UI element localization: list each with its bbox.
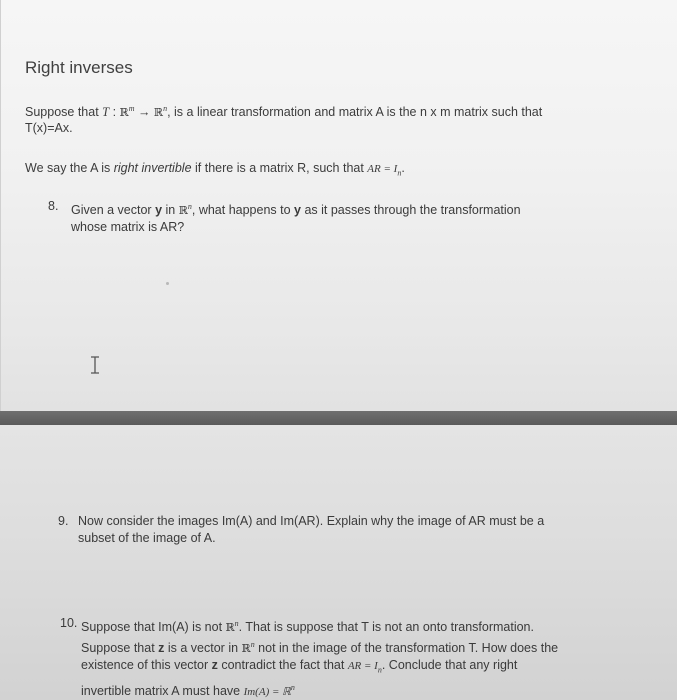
question-9-text: [78, 513, 544, 547]
math-sub-n: n: [397, 168, 402, 178]
math-R-m: ℝ: [119, 106, 129, 120]
question-8-line-2: whose matrix is AR?: [71, 220, 185, 235]
question-number: 10.: [60, 616, 78, 630]
math-AR-equals-I: AR = I: [367, 163, 398, 175]
math-R: ℝ: [178, 204, 188, 218]
definition-line: [25, 159, 405, 183]
q8-text-c: , what happens to: [191, 203, 295, 218]
question-9: [58, 513, 658, 553]
math-sup-n: n: [187, 202, 192, 211]
question-9-line-2: subset of the image of A.: [78, 531, 216, 545]
math-R: ℝ: [241, 642, 251, 656]
q10-text-f: existence of this vector: [81, 658, 212, 673]
definition-end: .: [401, 161, 405, 175]
question-8-line-1: [71, 198, 521, 219]
math-sup-m: m: [128, 104, 135, 113]
question-8: [48, 198, 648, 238]
definition-text-middle: if there is a matrix R, such that: [191, 161, 368, 175]
q10-text-i: invertible matrix A must have: [81, 683, 244, 698]
question-10-line-4: [81, 679, 558, 700]
question-10: [60, 615, 660, 698]
vector-z: z: [211, 658, 218, 673]
page-edge: [0, 0, 1, 411]
vector-y: y: [294, 203, 301, 218]
q8-text-d: as it passes through the transformation: [300, 203, 521, 218]
question-number: 9.: [58, 514, 69, 528]
question-10-line-3: [81, 657, 558, 679]
math-sub-n: n: [377, 665, 382, 675]
vector-z: z: [158, 641, 165, 656]
math-sup-n: n: [250, 640, 255, 650]
question-10-text: [81, 615, 558, 700]
math-arrow: →: [134, 105, 154, 120]
page-divider: [0, 411, 677, 425]
math-sup-n: n: [290, 682, 295, 692]
math-T: T: [102, 105, 110, 120]
question-10-line-2: [81, 636, 558, 657]
math-AR-equals-I: AR = I: [347, 660, 378, 673]
text-cursor-icon: [89, 356, 101, 374]
question-9-line-1: Now consider the images Im(A) and Im(AR). Explain why the image of AR must be a: [78, 514, 545, 528]
math-R-n: ℝ: [153, 106, 164, 120]
section-title: Right inverses: [25, 58, 133, 77]
intro-colon: :: [109, 105, 120, 120]
math-Im-A-equals-R: Im(A) = ℝ: [243, 685, 291, 698]
intro-text: Suppose that: [25, 105, 103, 120]
intro-line-1: [25, 100, 542, 122]
q10-text-d: is a vector in: [164, 641, 242, 656]
question-8-text: [71, 198, 521, 236]
stray-mark: [166, 282, 169, 285]
intro-text-middle: , is a linear transformation and matrix A is the n x m matrix such that: [167, 105, 543, 120]
q10-text-b: . That is suppose that T is not an onto transformation.: [238, 620, 534, 635]
q10-text-c: Suppose that: [81, 641, 159, 656]
q10-text-g: contradict the fact that: [217, 658, 348, 673]
q10-text-a: Suppose that Im(A) is not: [81, 620, 226, 635]
intro-line-2: T(x)=Ax.: [25, 121, 73, 135]
question-number: 8.: [48, 199, 59, 213]
q8-text-b: in: [162, 203, 179, 218]
definition-text: We say the A is: [25, 161, 114, 175]
math-sup-n: n: [163, 104, 168, 113]
q10-text-e: not in the image of the transformation T. How does the: [254, 641, 559, 656]
q10-text-h: . Conclude that any right: [381, 658, 518, 673]
definition-emphasis: right invertible: [113, 161, 192, 175]
math-sup-n: n: [234, 619, 239, 628]
math-R: ℝ: [225, 621, 235, 635]
q8-text-a: Given a vector: [71, 203, 156, 218]
vector-y: y: [155, 203, 163, 218]
question-10-line-1: [81, 615, 558, 636]
